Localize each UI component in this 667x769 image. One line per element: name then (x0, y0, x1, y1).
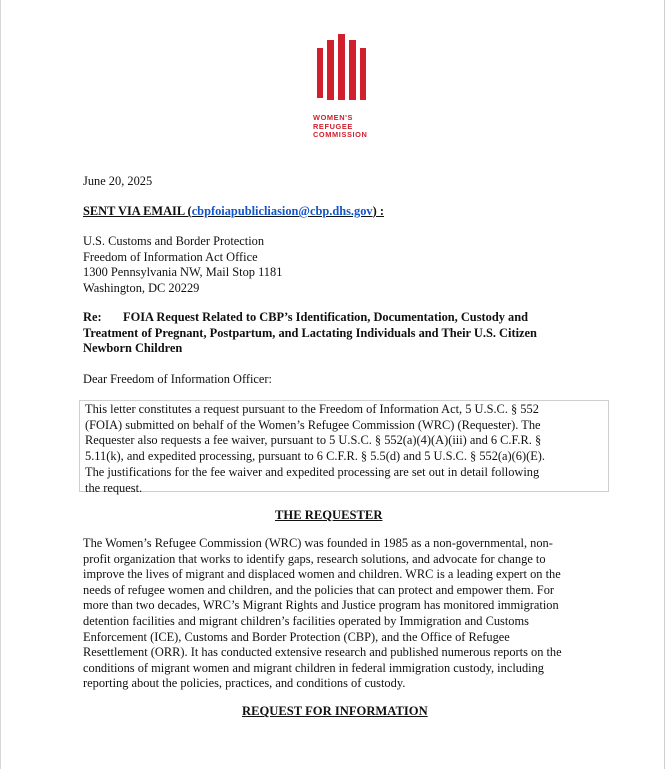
paragraph-line: 5.11(k), and expedited processing, pursuant to 6 C.F.R. § 5.5(d) and 5 U.S.C. § 552(a)(6)(E). (85, 449, 546, 464)
paragraph-line: needs of refugee women and children, and the policies that can protect and empower them. For (83, 582, 555, 597)
email-link[interactable]: cbpfoiapublicliasion@cbp.dhs.gov (191, 204, 373, 218)
sent-via-label: SENT VIA EMAIL ( (83, 204, 192, 218)
wrc-logo (313, 30, 375, 140)
paragraph-line: The justifications for the fee waiver and expedited processing are set out in detail following (85, 464, 540, 479)
paragraph-line: Resettlement (ORR). It has conducted extensive research and published numerous reports on the (83, 645, 562, 660)
salutation: Dear Freedom of Information Officer: (83, 372, 272, 386)
logo-bar (317, 48, 323, 98)
address-line: Washington, DC 20229 (83, 280, 200, 295)
address-line: Freedom of Information Act Office (83, 249, 258, 264)
re-text: Newborn Children (83, 341, 183, 355)
paragraph-line: (FOIA) submitted on behalf of the Women’s Refugee Commission (WRC) (Requester). The (85, 417, 541, 432)
request-heading: REQUEST FOR INFORMATION (242, 704, 428, 718)
paragraph-line: improve the lives of migrant and displaced women and children. WRC is a leading expert on the (83, 567, 561, 582)
logo-line: WOMEN'S (313, 113, 354, 122)
subject-line (83, 310, 603, 357)
logo-bars-icon (313, 30, 369, 114)
requester-heading: THE REQUESTER (275, 508, 383, 522)
logo-line: REFUGEE (313, 121, 353, 131)
letter-date: June 20, 2025 (83, 174, 153, 188)
paragraph-line: reporting about the policies, practices, and conditions of custody. (83, 676, 406, 691)
re-label: Re: (83, 310, 102, 324)
re-text: Treatment of Pregnant, Postpartum, and Lactating Individuals and Their U.S. Citizen (83, 325, 537, 340)
address-line: 1300 Pennsylvania NW, Mail Stop 1181 (83, 265, 283, 279)
paragraph-line: Requester also requests a fee waiver, pursuant to 5 U.S.C. § 552(a)(4)(A)(iii) and 6 C.F.R. § (85, 433, 542, 448)
paragraph-line: conditions of migrant women and migrant children in federal immigration custody, including (83, 660, 544, 675)
paragraph-line: The Women’s Refugee Commission (WRC) was founded in 1985 as a non-governmental, non- (83, 536, 553, 550)
paragraph-line: profit organization that works to identify gaps, research solutions, and advocate for change to (83, 551, 546, 566)
logo-wordmark (313, 114, 375, 140)
paragraph-line: Enforcement (ICE), Customs and Border Protection (CBP), and the Office of Refugee (83, 629, 510, 644)
sent-via-email-line (83, 204, 384, 220)
logo-line: COMMISSION (313, 130, 368, 140)
paragraph-line: more than two decades, WRC’s Migrant Rights and Justice program has monitored immigration (83, 598, 559, 613)
sent-via-suffix: ) : (372, 204, 384, 218)
paragraph-line: This letter constitutes a request pursuant to the Freedom of Information Act, 5 U.S.C. § 552 (85, 402, 539, 416)
logo-bar (349, 40, 356, 100)
logo-bar (327, 40, 334, 100)
address-line: U.S. Customs and Border Protection (83, 234, 265, 248)
paragraph-line: detention facilities and migrant children’s facilities operated by Immigration and Customs (83, 613, 529, 628)
paragraph-line: the request. (85, 480, 143, 495)
recipient-address (83, 234, 603, 296)
intro-paragraph (85, 402, 545, 496)
re-text: FOIA Request Related to CBP’s Identification, Documentation, Custody and (123, 310, 528, 324)
requester-paragraph (83, 536, 562, 692)
logo-bar (338, 34, 345, 100)
logo-bar (360, 48, 366, 100)
